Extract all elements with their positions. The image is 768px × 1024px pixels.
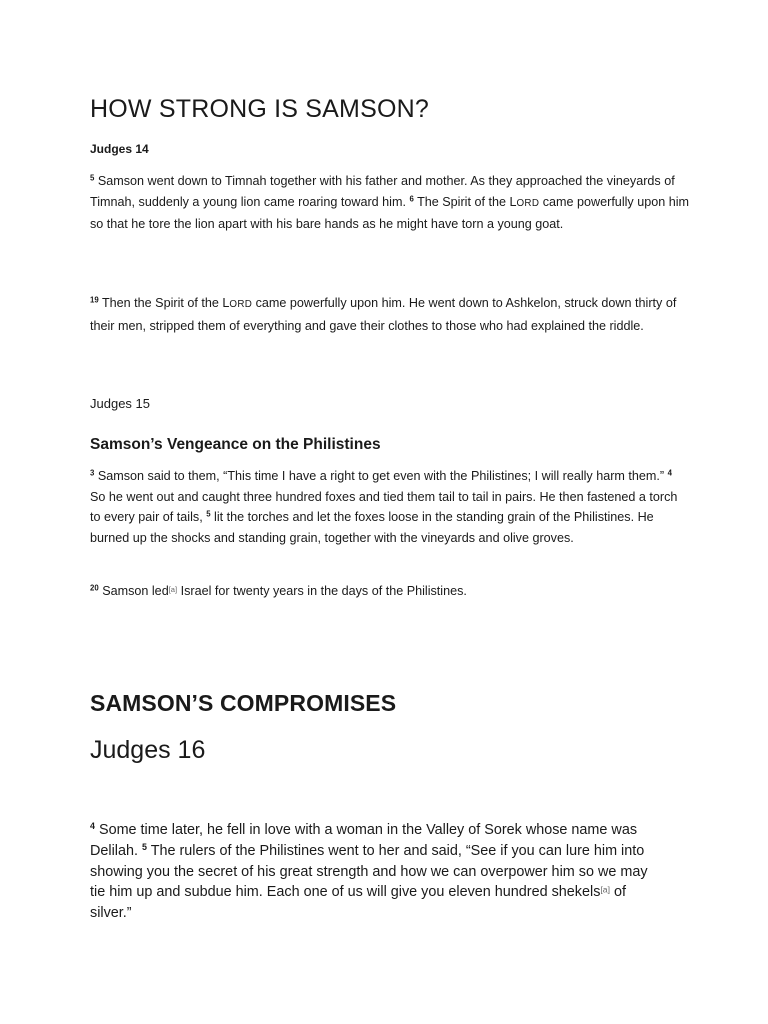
judges-15-verse-20 <box>90 581 690 602</box>
verse-text: Samson went down to Timnah together with his father and mother. As they approached the vineyards of Timnah, suddenly a young lion came roaring toward him. <box>90 174 675 209</box>
judges-15-verses-3-5 <box>90 466 690 548</box>
verse-number: 4 <box>90 821 95 832</box>
lord-smallcaps-initial: L <box>509 194 517 209</box>
verse-number: 5 <box>90 173 95 183</box>
verse-number: 4 <box>667 468 672 478</box>
lord-smallcaps-initial: L <box>222 296 230 310</box>
judges-15-reference: Judges 15 <box>90 396 150 411</box>
judges-16-verses-4-5 <box>90 820 650 924</box>
verse-text: lit the torches and let the foxes loose in the standing grain of the Philistines. He burned up the shocks and standing grain, together with the vineyards and olive groves. <box>90 510 654 545</box>
judges-14-reference: Judges 14 <box>90 142 149 156</box>
lord-smallcaps-rest: ORD <box>516 197 540 209</box>
verse-text: of silver.” <box>90 884 626 922</box>
section-title: SAMSON’S COMPROMISES <box>90 690 397 716</box>
judges-14-verses-5-6 <box>90 171 690 235</box>
verse-text: came powerfully upon him. He went down to Ashkelon, struck down thirty of their men, stripped them of everything and gave their clothes to those who had explained the riddle. <box>90 296 677 333</box>
verse-text: Then the Spirit of the <box>101 296 223 310</box>
verse-number: 20 <box>90 583 99 593</box>
lord-smallcaps-rest: ORD <box>229 299 253 310</box>
verse-number: 5 <box>142 841 147 852</box>
verse-text: The Spirit of the <box>417 194 510 209</box>
footnote-link[interactable]: [a] <box>600 884 610 895</box>
verse-text: The rulers of the Philistines went to her and said, “See if you can lure him into showing you the secret of his great strength and how we can overpower him so we may tie him up and subdue him. Each one of us will give you eleven hundred shekels <box>90 842 648 901</box>
judges-16-reference: Judges 16 <box>90 736 206 764</box>
verse-text: Israel for twenty years in the days of the Philistines. <box>177 584 467 598</box>
verse-text: Some time later, he fell in love with a woman in the Valley of Sorek whose name was Delilah. <box>90 822 638 859</box>
verse-number: 3 <box>90 468 95 478</box>
verse-number: 19 <box>90 295 99 305</box>
page-title: HOW STRONG IS SAMSON? <box>90 95 429 123</box>
footnote-link[interactable]: [a] <box>168 584 178 594</box>
judges-14-verse-19 <box>90 293 690 336</box>
verse-text: came powerfully upon him so that he tore the lion apart with his bare hands as he might have torn a young goat. <box>90 194 690 231</box>
verse-number: 6 <box>409 194 414 204</box>
verse-text: So he went out and caught three hundred foxes and tied them tail to tail in pairs. He then fastened a torch to every pair of tails, <box>90 489 678 524</box>
verse-text: Samson led <box>102 584 169 598</box>
verse-number: 5 <box>206 509 211 519</box>
verse-text: Samson said to them, “This time I have a right to get even with the Philistines; I will really harm them.” <box>97 469 665 483</box>
section-heading: Samson’s Vengeance on the Philistines <box>90 436 381 453</box>
